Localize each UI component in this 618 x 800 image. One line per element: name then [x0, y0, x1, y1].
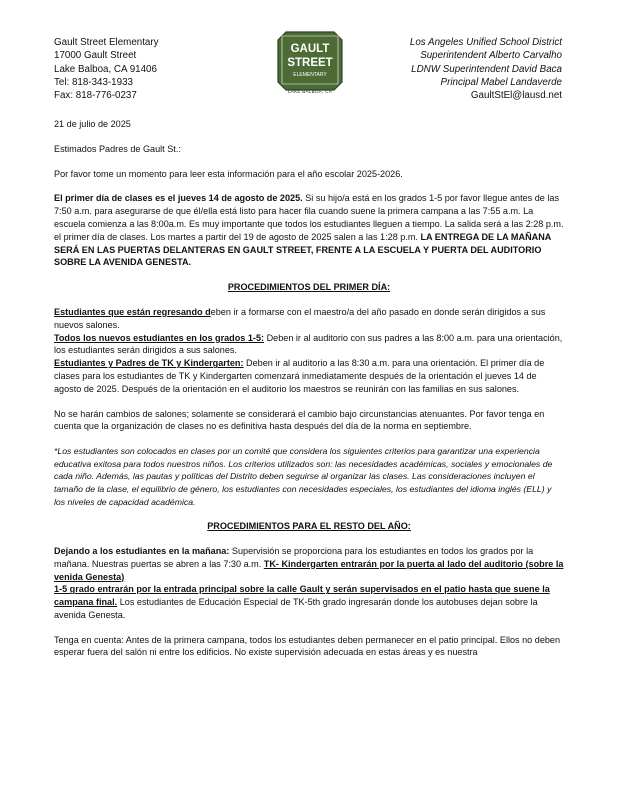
superintendent: Superintendent Alberto Carvalho [420, 50, 562, 62]
district-block [342, 36, 562, 102]
logo-caption: LAKE BALBOA, CA [287, 89, 333, 94]
tk-k-entrance: TK- Kindergarten entrarán por la puerta al lado del auditorio (sobre la venida Genesta) [54, 558, 564, 582]
school-fax: Fax: 818-776-0237 [54, 90, 137, 102]
returning-label: Estudiantes que están regresando d [54, 306, 211, 317]
school-city: Lake Balboa, CA 91406 [54, 63, 157, 75]
dropoff-notice: LA ENTREGA DE LA MAÑANA SERÁ EN LAS PUERTAS DELANTERAS EN GAULT STREET, FRENTE A LA ESCUELA Y PUERTA DEL AUDITORIO SOBRE LA AVENIDA GENESTA. [54, 231, 552, 268]
morning-text: Supervisión se proporciona para los estudiantes en todos los grados por la mañana. Nuestras puertas se abren a las 7:30 a.m. [54, 545, 534, 569]
new-students-text: Deben ir al auditorio con sus padres a las 8:00 a.m. para una orientación, los estudiantes serán dirigidos a sus salones. [54, 332, 563, 356]
school-phone: Tel: 818-343-1933 [54, 76, 133, 88]
ldnw-superintendent: LDNW Superintendent David Baca [411, 63, 562, 75]
returning-students [54, 306, 564, 332]
morning-label: Dejando a los estudiantes en la mañana: [54, 545, 230, 556]
letter-body [54, 118, 564, 671]
intro-paragraph: Por favor tome un momento para leer esta información para el año escolar 2025-2026. [54, 168, 403, 179]
logo-line1: GAULT [290, 43, 330, 55]
morning-dropoff-paragraph [54, 545, 564, 622]
new-students [54, 332, 564, 358]
first-day-paragraph [54, 192, 564, 269]
heading-first-day: PROCEDIMIENTOS DEL PRIMER DÍA: [227, 282, 391, 293]
before-bell-paragraph: Tenga en cuenta: Antes de la primera campana, todos los estudiantes deben permanecer en el patio principal. Ellos no deben esperar fuera del salón ni entre los edificios. No existe supervisión adecuada en estas áreas y es nuestra [54, 634, 561, 658]
logo-line2: STREET [287, 57, 333, 69]
special-ed-entrance: Los estudiantes de Educación Especial de TK-5th grado ingresarán donde los autobuses dejan sobre la avenida Genesta. [54, 597, 538, 620]
letter-date: 21 de julio de 2025 [54, 119, 131, 129]
first-day-bold: El primer día de clases es el jueves 14 de agosto de 2025. [54, 193, 303, 204]
grades-1-5-entrance: 1-5 grado entrarán por la entrada principal sobre la calle Gault y serán supervisados en el patio hasta que suene la campana final. [54, 584, 550, 608]
returning-text: eben ir a formarse con el maestro/a del año pasado en donde serán dirigidos a sus nuevos salones. [54, 306, 546, 330]
placement-criteria-note: *Los estudiantes son colocados en clases por un comité que considera los siguientes criterios para garantizar una experiencia educativa exitosa para todos nuestros niños. Los criterios utilizados son: las necesidades académicas, sociales y emocionales de cada niño. Además, las pautas y políticas del Distrito deben seguirse al organizar las clases. Las consideraciones incluyen el tamaño de la clase, el equilibrio de género, los estudiantes con necesidades especiales, los estudiantes del idioma inglés (ELL) y los niveles de capacidad académica. [54, 446, 553, 507]
new-students-label: Todos los nuevos estudiantes en los grados 1-5: [54, 332, 265, 343]
no-class-change-paragraph: No se harán cambios de salones; solamente se considerará el cambio bajo circunstancias atenuantes. Por favor tenga en cuenta que la organización de clases no es definitiva hasta después del día de la norma en septiembre. [54, 408, 545, 432]
principal: Principal Mabel Landaverde [440, 76, 562, 88]
school-address-block [54, 36, 254, 102]
tk-k-text: Deben ir al auditorio a las 8:30 a.m. para una orientación. El primer día de clases para los estudiantes de TK y Kindergarten comenzará inmediatamente después de la orientación el jueves 14 de agosto de 2025. Después de la orientación en el auditorio los maestros se reunirán con las familias en sus salones. [54, 358, 545, 394]
first-day-text: Si su hijo/a está en los grados 1-5 por favor llegue antes de las 7:50 a.m. para asegurarse de que él/ella está listo para hacer fila cuando suene la primera campana a las 7:55 a.m. La escuela comienza a las 8:00a.m. Es muy importante que todos los estudiantes lleguen a tiempo. La salida será a las 2:28 p.m. el primer día de clases. Los martes a partir del 19 de agosto de 2025 salen a las 1:28 p.m. [54, 193, 564, 242]
heading-rest-of-year: PROCEDIMIENTOS PARA EL RESTO DEL AÑO: [207, 521, 411, 532]
logo-line3: ELEMENTARY [293, 72, 327, 78]
school-name: Gault Street Elementary [54, 37, 159, 48]
school-street: 17000 Gault Street [54, 50, 137, 62]
tk-k-label: Estudiantes y Padres de TK y Kindergarten: [54, 358, 244, 369]
greeting: Estimados Padres de Gault St.: [54, 143, 181, 154]
district-name: Los Angeles Unified School District [409, 37, 562, 48]
tk-k-students [54, 357, 564, 395]
school-email: GaultStEl@lausd.net [470, 90, 562, 102]
